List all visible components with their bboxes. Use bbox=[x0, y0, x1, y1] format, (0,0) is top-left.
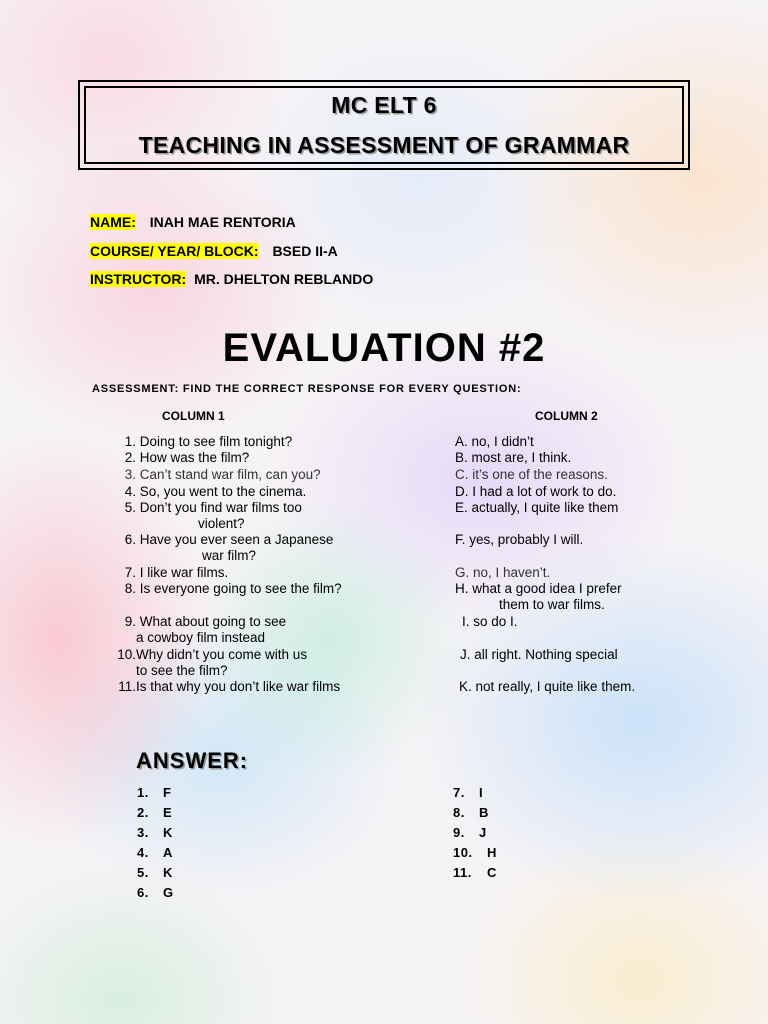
response-item: F. yes, probably I will. bbox=[455, 532, 584, 547]
title-box bbox=[78, 80, 690, 170]
name-value: INAH MAE RENTORIA bbox=[149, 214, 296, 230]
response-item: H. what a good idea I prefer them to war films. bbox=[455, 581, 622, 612]
answer-item: 6. G bbox=[137, 885, 174, 900]
course-value: BSED II-A bbox=[272, 243, 338, 259]
instructor-row bbox=[90, 271, 373, 287]
question-item: 1. Doing to see film tonight? bbox=[124, 434, 293, 449]
answer-item: 8. B bbox=[453, 805, 489, 820]
question-item: 8. Is everyone going to see the film? bbox=[124, 581, 342, 596]
question-item: 10.Why didn’t you come with us to see the film? bbox=[117, 647, 308, 678]
course-code: MC ELT 6 bbox=[331, 92, 437, 118]
response-item: K. not really, I quite like them. bbox=[459, 679, 636, 694]
answer-item: 7. I bbox=[453, 785, 484, 800]
answer-item: 9. J bbox=[453, 825, 487, 840]
response-item: B. most are, I think. bbox=[455, 450, 572, 465]
response-item: A. no, I didn’t bbox=[455, 434, 534, 449]
answer-item: 10. H bbox=[453, 845, 497, 860]
question-item: 3. Can’t stand war film, can you? bbox=[124, 467, 321, 482]
question-item: 6. Have you ever seen a Japanese war film? bbox=[124, 532, 334, 563]
response-item: D. I had a lot of work to do. bbox=[455, 484, 617, 499]
answer-item: 1. F bbox=[137, 785, 172, 800]
answer-item: 5. K bbox=[137, 865, 173, 880]
course-label: COURSE/ YEAR/ BLOCK: bbox=[90, 243, 259, 259]
response-item: J. all right. Nothing special bbox=[460, 647, 618, 662]
response-item: E. actually, I quite like them bbox=[455, 500, 619, 515]
answer-item: 4. A bbox=[137, 845, 173, 860]
answer-title: ANSWER: bbox=[136, 748, 249, 773]
response-item: I. so do I. bbox=[462, 614, 518, 629]
question-item: 11.Is that why you don’t like war films bbox=[118, 679, 341, 694]
evaluation-title: EVALUATION #2 bbox=[222, 326, 546, 370]
question-item: 2. How was the film? bbox=[124, 450, 250, 465]
question-item: 4. So, you went to the cinema. bbox=[124, 484, 307, 499]
question-item: 5. Don’t you find war films too violent? bbox=[124, 500, 302, 531]
instructor-label: INSTRUCTOR: bbox=[90, 271, 187, 287]
name-row bbox=[90, 214, 296, 230]
answer-item: 11. C bbox=[453, 865, 497, 880]
instruction-text: ASSESSMENT: FIND THE CORRECT RESPONSE FOR EVERY QUESTION: bbox=[92, 383, 522, 395]
question-item: 7. I like war films. bbox=[124, 565, 229, 580]
answer-item: 3. K bbox=[137, 825, 173, 840]
response-item: G. no, I haven’t. bbox=[455, 565, 551, 580]
column1-header: COLUMN 1 bbox=[162, 409, 225, 423]
instructor-value: MR. DHELTON REBLANDO bbox=[194, 271, 374, 287]
name-label: NAME: bbox=[90, 214, 136, 230]
course-row bbox=[90, 243, 338, 259]
answer-item: 2. E bbox=[137, 805, 173, 820]
course-title: TEACHING IN ASSESSMENT OF GRAMMAR bbox=[138, 132, 630, 158]
question-item: 9. What about going to see a cowboy film instead bbox=[124, 614, 287, 645]
column2-header: COLUMN 2 bbox=[535, 409, 598, 423]
response-item: C. it’s one of the reasons. bbox=[455, 467, 608, 482]
